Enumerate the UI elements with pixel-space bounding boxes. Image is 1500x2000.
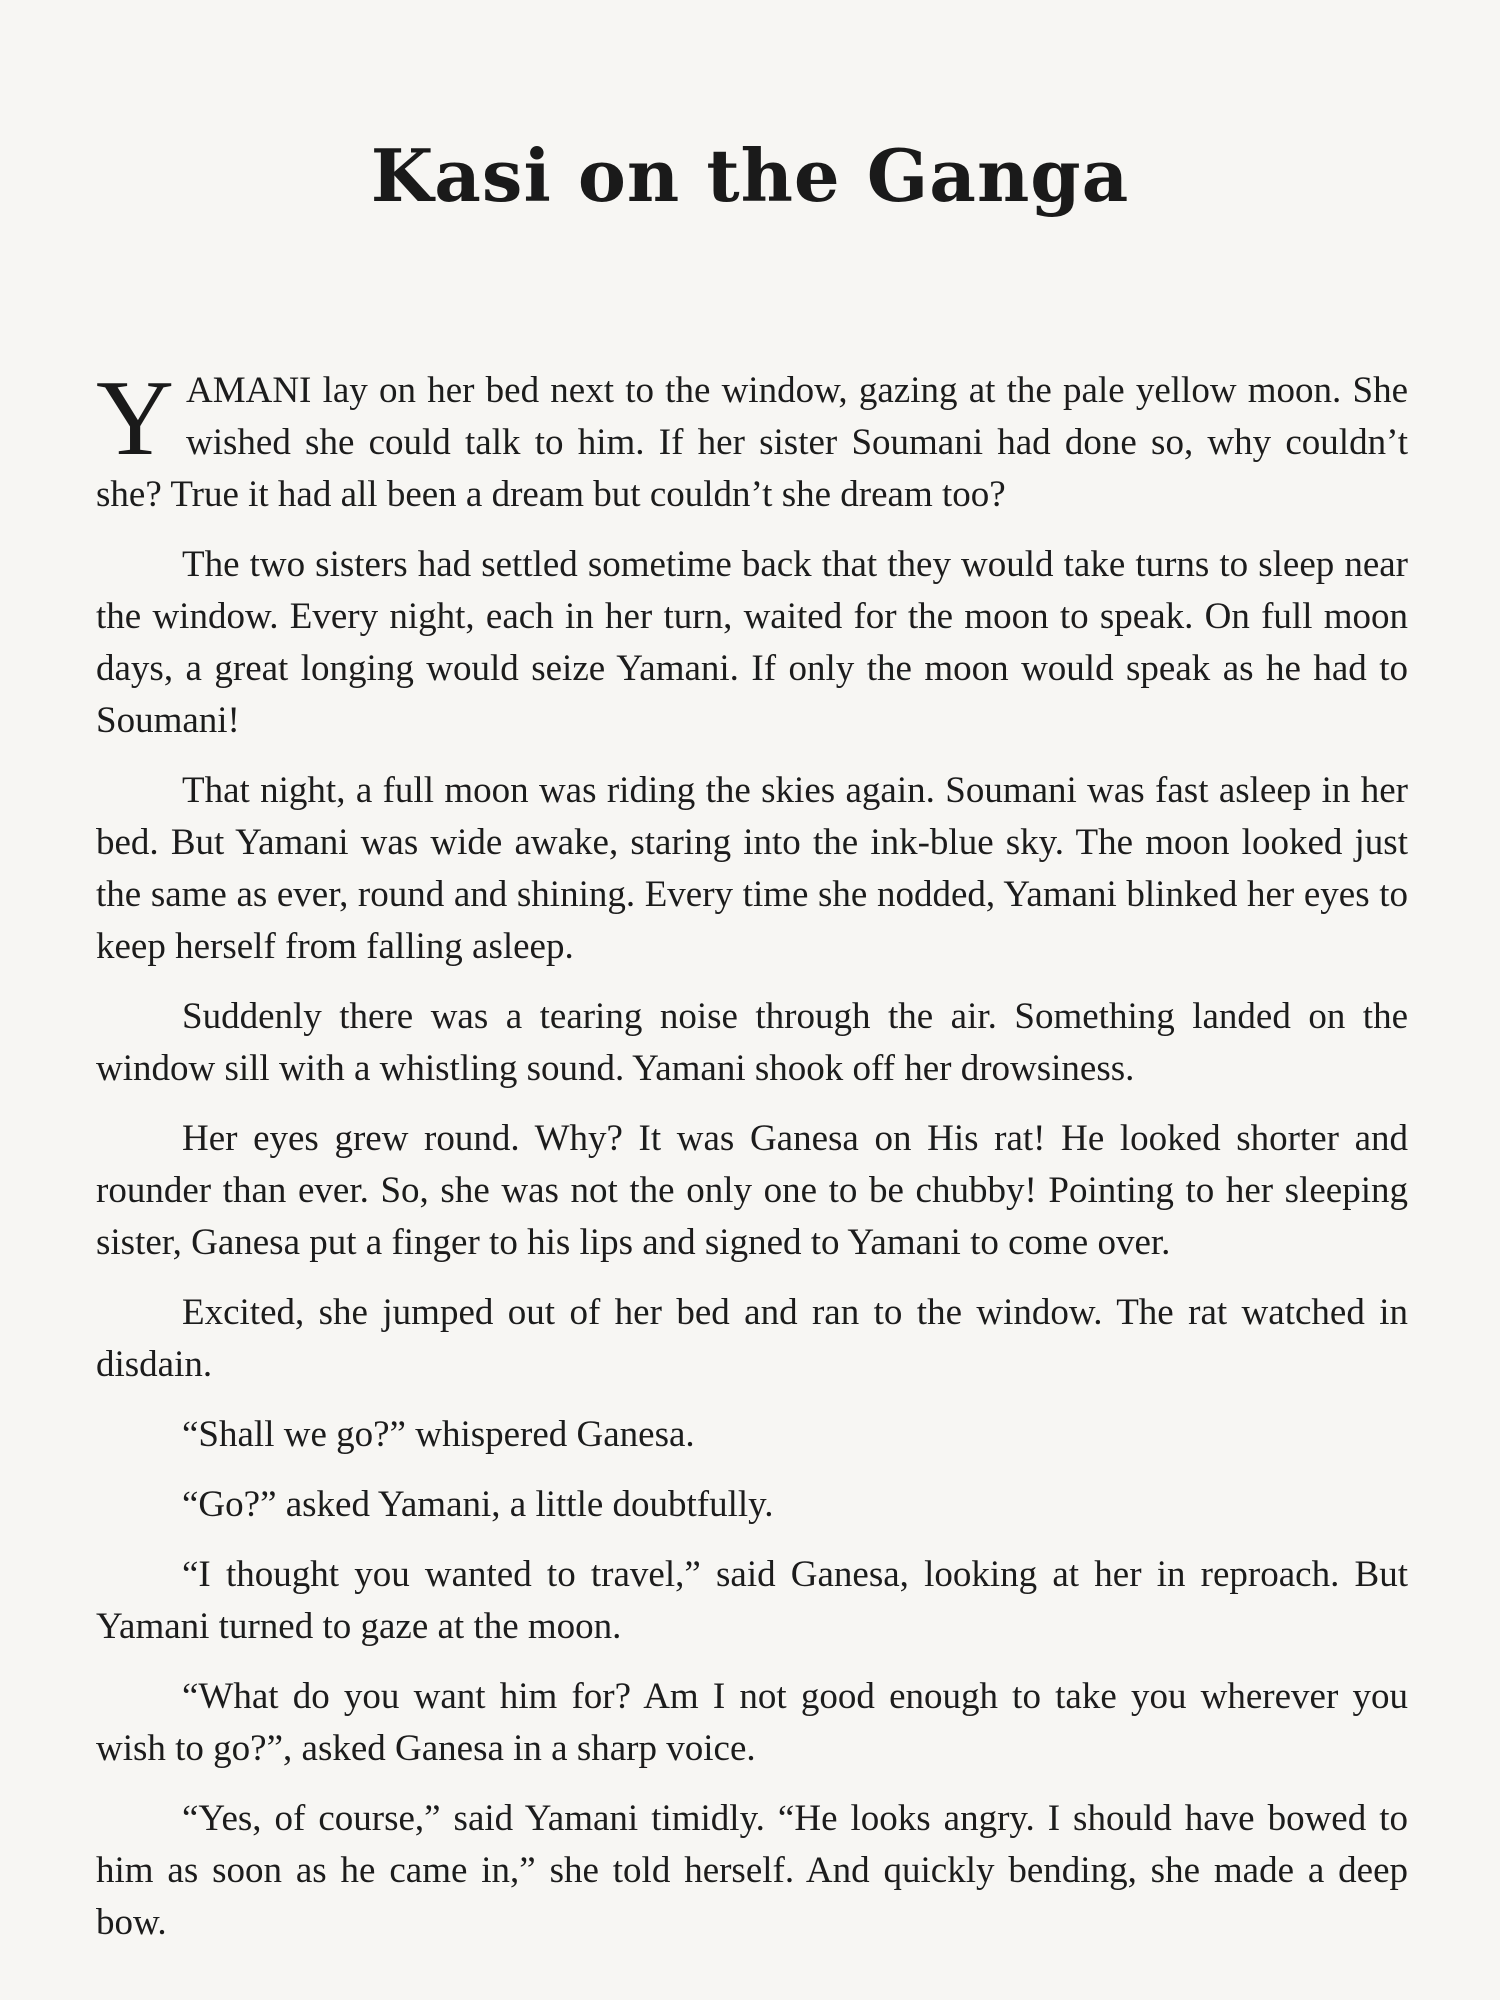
paragraph-6: Excited, she jumped out of her bed and ran to the window. The rat watched in disdain. [96,1292,1408,1385]
paragraph-5: Her eyes grew round. Why? It was Ganesa on His rat! He looked shorter and rounder than ever. So, she was not the only one to be chubby! Pointing to her sleeping sister, Ganesa put a finger to his lips and signed to Yamani to come over. [96,1118,1408,1263]
paragraph-1 [96,359,1408,521]
paragraph-3: That night, a full moon was riding the skies again. Soumani was fast asleep in her bed. But Yamani was wide awake, staring into the ink-blue sky. The moon looked just the same as ever, round and shining. Every time she nodded, Yamani blinked her eyes to keep herself from falling asleep. [96,770,1408,967]
drop-cap: Y [96,359,174,478]
paragraph-9: “I thought you wanted to travel,” said Ganesa, looking at her in reproach. But Yamani turned to gaze at the moon. [96,1554,1408,1647]
paragraph-4: Suddenly there was a tearing noise through the air. Something landed on the window sill with a whistling sound. Yamani shook off her drowsiness. [96,996,1408,1089]
paragraph-2: The two sisters had settled sometime back that they would take turns to sleep near the window. Every night, each in her turn, waited for the moon to speak. On full moon days, a great longing would seize Yamani. If only the moon would speak as he had to Soumani! [96,544,1408,741]
paragraph-11: “Yes, of course,” said Yamani timidly. “He looks angry. I should have bowed to him as soon as he came in,” she told herself. And quickly bending, she made a deep bow. [96,1798,1408,1943]
paragraph-8: “Go?” asked Yamani, a little doubtfully. [182,1484,774,1525]
paragraph-10: “What do you want him for? Am I not good enough to take you wherever you wish to go?”, asked Ganesa in a sharp voice. [96,1676,1408,1769]
paragraph-7: “Shall we go?” whispered Ganesa. [182,1414,695,1455]
chapter-title: Kasi on the Ganga [370,133,1130,218]
story-text [96,359,1408,1967]
paragraph-1-text: AMANI lay on her bed next to the window, gazing at the pale yellow moon. She wished she could talk to him. If her sister Soumani had done so, why couldn’t she? True it had all been a dream but couldn’t she dream too? [96,370,1408,515]
